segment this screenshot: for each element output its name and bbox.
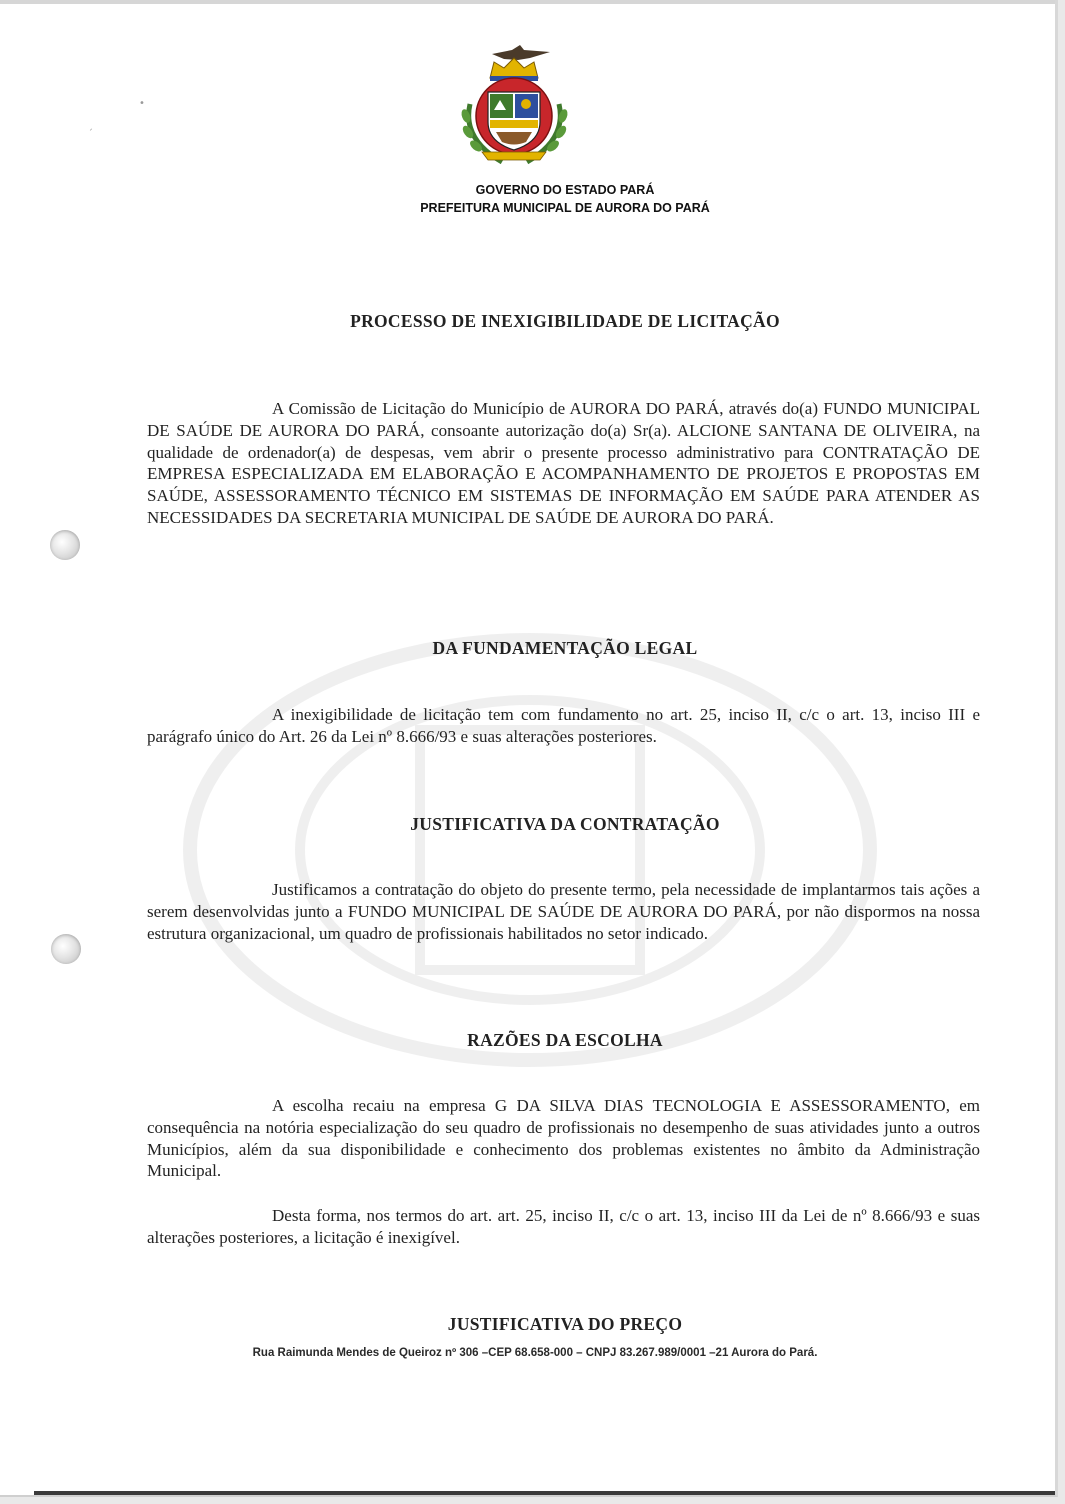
conclusion-paragraph: Desta forma, nos termos do art. art. 25, inciso II, c/c o art. 13, inciso III da Lei de nº 8.666/93 e suas alterações posteriores, a licitação é inexigível. — [147, 1206, 980, 1247]
intro-paragraph: A Comissão de Licitação do Município de AURORA DO PARÁ, através do(a) FUNDO MUNICIPAL DE SAÚDE DE AURORA DO PARÁ, consoante autorização do(a) Sr(a). ALCIONE SANTANA DE OLIVEIRA, na qualidade de ordenador(a) de despesas, vem abrir o presente processo administrativo para CONTRATAÇÃO DE EMPRESA ESPECIALIZADA EM ELABORAÇÃO E ACOMPANHAMENTO DE PROJETOS E PROPOSTAS EM SAÚDE, ASSESSORAMENTO TÉCNICO EM SISTEMAS DE INFORMAÇÃO EM SAÚDE PARA ATENDER AS NECESSIDADES DA SECRETARIA MUNICIPAL DE SAÚDE DE AURORA DO PARÁ. — [147, 399, 980, 527]
section-title-price: JUSTIFICATIVA DO PREÇO — [447, 1314, 683, 1334]
section-title-reasons: RAZÕES DA ESCOLHA — [467, 1030, 663, 1050]
scan-bottom-edge — [34, 1491, 1058, 1495]
section-title-legal: DA FUNDAMENTAÇÃO LEGAL — [432, 638, 698, 658]
document-title: PROCESSO DE INEXIGIBILIDADE DE LICITAÇÃO — [350, 311, 780, 331]
section-title-justification: JUSTIFICATIVA DA CONTRATAÇÃO — [410, 814, 720, 834]
footer-address: Rua Raimunda Mendes de Queiroz nº 306 –CEP 68.658-000 – CNPJ 83.267.989/0001 –21 Aurora do Pará. — [252, 1347, 818, 1359]
header-government: GOVERNO DO ESTADO PARÁ — [475, 183, 655, 197]
reasons-paragraph: A escolha recaiu na empresa G DA SILVA DIAS TECNOLOGIA E ASSESSORAMENTO, em consequência na notória especialização do seu quadro de profissionais no desempenho de suas atividades junto a outros Municípios, além da sua disponibilidade e conhecimento dos problemas existentes no âmbito da Administração Municipal. — [147, 1096, 980, 1181]
watermark-seal-icon — [170, 630, 890, 1070]
coat-of-arms-icon — [452, 44, 577, 168]
justification-paragraph: Justificamos a contratação do objeto do presente termo, pela necessidade de implantarmos tais ações a serem desenvolvidas junto a FUNDO MUNICIPAL DE SAÚDE DE AURORA DO PARÁ, por não dispormos na nossa estrutura organizacional, um quadro de profissionais habilitados no setor indicado. — [147, 880, 980, 943]
punch-hole — [50, 530, 80, 560]
header-prefecture: PREFEITURA MUNICIPAL DE AURORA DO PARÁ — [420, 201, 710, 215]
scan-speck: • — [139, 98, 145, 109]
scan-top-edge — [0, 0, 1055, 4]
legal-paragraph: A inexigibilidade de licitação tem com fundamento no art. 25, inciso II, c/c o art. 13, inciso III e parágrafo único do Art. 26 da Lei nº 8.666/93 e suas alterações posteriores. — [147, 705, 980, 746]
punch-hole — [51, 934, 81, 964]
scan-speck: ˏ — [88, 120, 93, 131]
